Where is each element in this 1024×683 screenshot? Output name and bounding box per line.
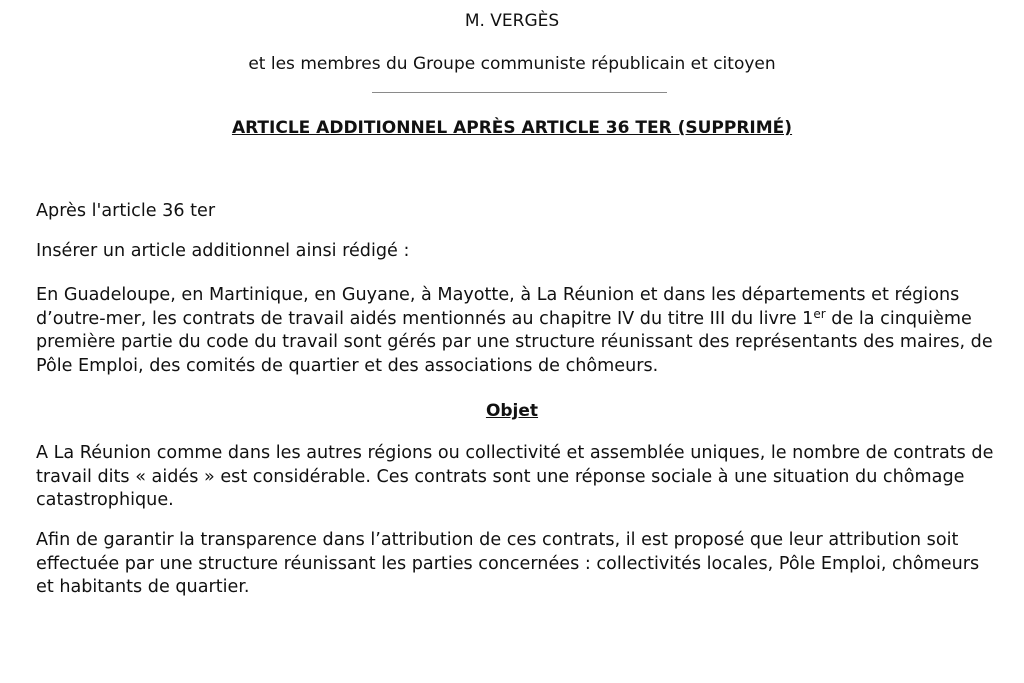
instruction-paragraph: Après l'article 36 ter [36, 201, 216, 221]
article-heading: ARTICLE ADDITIONNEL APRÈS ARTICLE 36 TER (SUPPRIMÉ) [231, 118, 793, 138]
ordinal-superscript: er [813, 306, 826, 321]
objet-paragraph-1: A La Réunion comme dans les autres régions ou collectivité et assemblée uniques, le nombre de contrats de travail dits « aidés » est considérable. Ces contrats sont une réponse sociale à une situation du chômage catastrophique. [36, 443, 994, 510]
separator-rule [372, 92, 667, 93]
article-text-part-2: de la cinquième première partie du code du travail sont gérés par une structure réunissant des représentants des maires, de Pôle Emploi, des comités de quartier et des associations de chômeurs. [36, 308, 993, 376]
article-text-part-1: En Guadeloupe, en Martinique, en Guyane, à Mayotte, à La Réunion et dans les départements et régions d’outre-mer, les contrats de travail aidés mentionnés au chapitre IV du titre III du livre 1 [36, 285, 960, 329]
objet-heading: Objet [485, 401, 539, 421]
insertion-paragraph: Insérer un article additionnel ainsi rédigé : [36, 241, 410, 261]
author-name: M. VERGÈS [464, 11, 560, 31]
article-text-paragraph [36, 284, 996, 378]
objet-paragraph-2: Afin de garantir la transparence dans l’attribution de ces contrats, il est proposé que leur attribution soit effectuée par une structure réunissant les parties concernées : collectivités locales, Pôle Emploi, chômeurs et habitants de quartier. [36, 530, 980, 597]
author-group: et les membres du Groupe communiste républicain et citoyen [248, 54, 776, 74]
